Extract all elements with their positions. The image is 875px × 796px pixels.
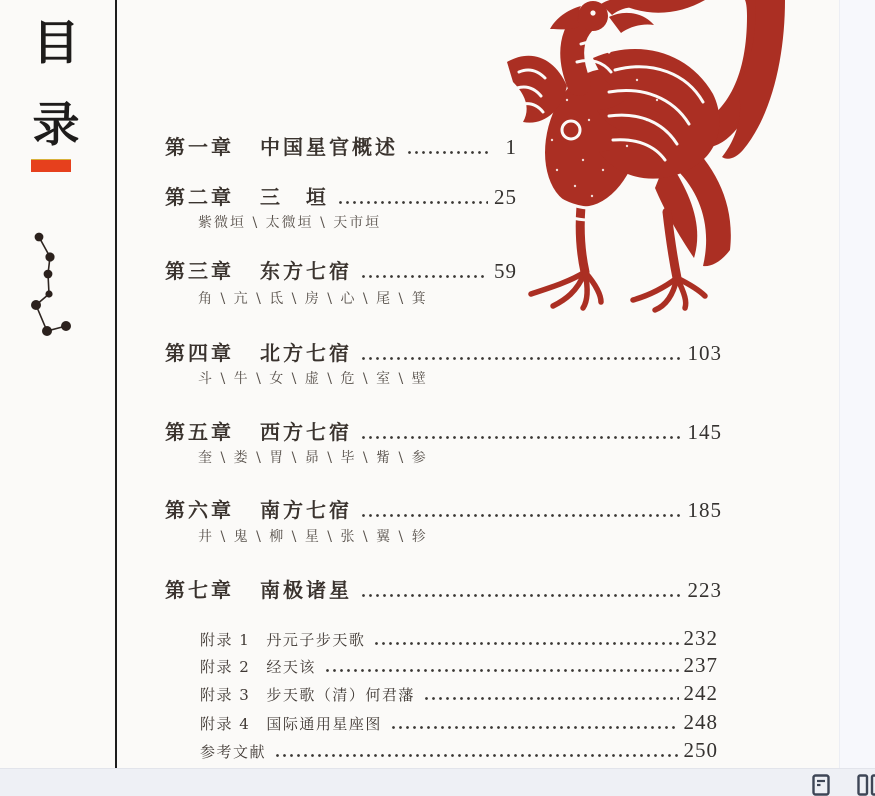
toc-row-appendix-3 [200, 681, 718, 706]
toc-row-chapter-1 [165, 131, 517, 160]
chapter-number: 第一章 [165, 135, 234, 159]
chapter-number: 第四章 [165, 341, 234, 365]
page-number: 25 [494, 185, 517, 209]
appendix-title: 丹元子步天歌 [266, 631, 366, 649]
dot-leader [274, 753, 678, 758]
chapter-number: 第七章 [165, 578, 234, 602]
big-dipper-constellation-icon [18, 226, 80, 341]
appendix-number: 附录 2 [200, 658, 251, 676]
chapter-2-subentries: 紫微垣 \ 太微垣 \ 天市垣 [198, 215, 382, 231]
page-number: 242 [683, 681, 718, 705]
dot-leader [423, 696, 679, 701]
toc-row-chapter-5 [165, 416, 722, 445]
red-accent-bar [31, 159, 71, 172]
page-number: 103 [687, 341, 722, 365]
dot-leader [390, 725, 679, 730]
chapter-title: 中国星官概述 [260, 135, 398, 159]
toc-row-chapter-7 [165, 574, 722, 603]
toc-row-appendix-2 [200, 653, 718, 678]
page-number: 248 [683, 710, 718, 734]
dot-leader [360, 513, 683, 518]
appendix-title: 经天该 [266, 658, 316, 676]
appendix-number: 附录 3 [200, 686, 251, 704]
chapter-number: 第五章 [165, 420, 234, 444]
toc-row-appendix-4 [200, 710, 718, 735]
appendix-number: 附录 4 [200, 715, 251, 733]
chapter-title: 三 垣 [260, 185, 329, 209]
chapter-number: 第二章 [165, 185, 234, 209]
appendix-title: 步天歌（清）何君藩 [266, 686, 415, 704]
chapter-number: 第三章 [165, 259, 234, 283]
two-page-view-icon[interactable] [857, 774, 875, 796]
page-title-char-1: 目 [32, 16, 80, 71]
page-number: 232 [683, 626, 718, 650]
toc-row-chapter-2 [165, 181, 517, 210]
references-title: 参考文献 [200, 743, 267, 761]
dot-leader [360, 593, 683, 598]
notes-icon[interactable] [812, 774, 830, 796]
column-divider-rule [115, 0, 117, 768]
phoenix-illustration [497, 0, 785, 315]
page-title-char-2: 录 [32, 98, 80, 153]
dot-leader [360, 274, 488, 279]
reader-right-margin [839, 0, 875, 768]
appendix-title: 国际通用星座图 [266, 715, 382, 733]
chapter-6-subentries: 井 \ 鬼 \ 柳 \ 星 \ 张 \ 翼 \ 轸 [198, 529, 428, 545]
dot-leader [406, 150, 488, 155]
chapter-3-subentries: 角 \ 亢 \ 氐 \ 房 \ 心 \ 尾 \ 箕 [198, 291, 428, 307]
chapter-title: 南方七宿 [260, 498, 352, 522]
appendix-number: 附录 1 [200, 631, 251, 649]
page-number: 237 [683, 653, 718, 677]
dot-leader [373, 641, 678, 646]
toc-row-chapter-3 [165, 255, 517, 284]
toc-row-references [200, 738, 718, 763]
toc-row-chapter-4 [165, 337, 722, 366]
page-number: 250 [683, 738, 718, 762]
dot-leader [324, 668, 679, 673]
page-number: 59 [494, 259, 517, 283]
toc-row-chapter-6 [165, 494, 722, 523]
page-number: 223 [687, 578, 722, 602]
reader-bottom-toolbar [0, 768, 875, 796]
page-number: 145 [687, 420, 722, 444]
chapter-5-subentries: 奎 \ 娄 \ 胃 \ 昴 \ 毕 \ 觜 \ 参 [198, 450, 428, 466]
chapter-title: 南极诸星 [260, 578, 352, 602]
dot-leader [360, 356, 683, 361]
dot-leader [360, 435, 683, 440]
chapter-title: 东方七宿 [260, 259, 352, 283]
chapter-title: 北方七宿 [260, 341, 352, 365]
toc-row-appendix-1 [200, 626, 718, 651]
chapter-title: 西方七宿 [260, 420, 352, 444]
chapter-4-subentries: 斗 \ 牛 \ 女 \ 虚 \ 危 \ 室 \ 壁 [198, 371, 428, 387]
chapter-number: 第六章 [165, 498, 234, 522]
dot-leader [337, 200, 488, 205]
page-number: 185 [687, 498, 722, 522]
page-number: 1 [505, 135, 517, 159]
